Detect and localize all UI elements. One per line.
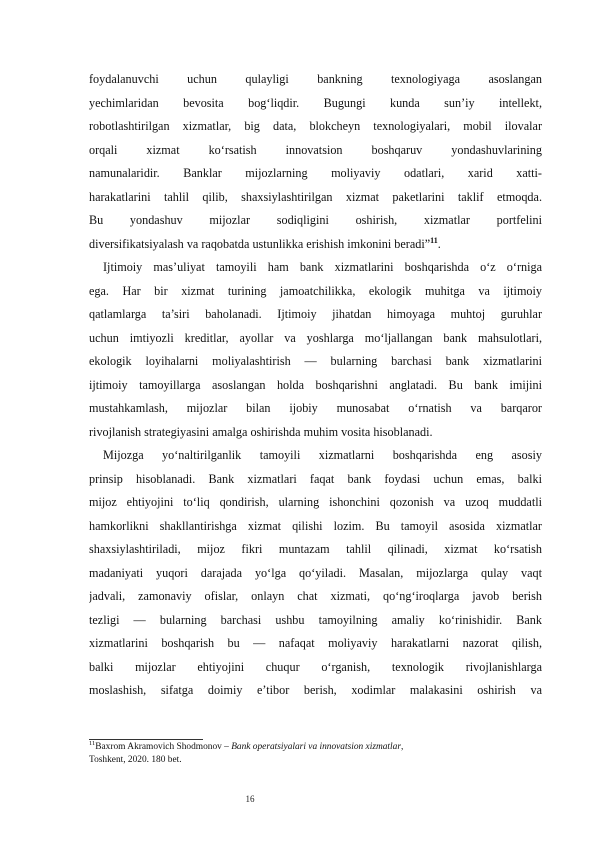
text-line: ega. Har bir xizmat turining jamoatchilikka, ekologik muhitga va ijtimoiy [89, 283, 542, 298]
text-line: tezligi — bularning barchasi ushbu tamoyilning amaliy ko‘rinishidir. Bank [89, 612, 542, 627]
text-line: uchun imtiyozli kreditlar, ayollar va yoshlarga mo‘ljallangan bank mahsulotlari, [89, 330, 542, 345]
text-line: hamkorlikni shakllantirishga xizmat qilishi lozim. Bu tamoyil asosida xizmatlar [89, 518, 542, 533]
text-line: namunalaridir. Banklar mijozlarning moliyaviy odatlari, xarid xatti- [89, 166, 542, 180]
text-line: Bu yondashuv mijozlar sodiqligini oshirish, xizmatlar portfelini [89, 213, 542, 227]
text-line: diversifikatsiyalash va raqobatda ustunlikka erishish imkonini beradi” [89, 236, 431, 251]
page-number: 16 [245, 794, 255, 804]
footnote-title: Bank operatsiyalari va innovatsion xizmatlar [231, 742, 401, 752]
text-line: mustahkamlash, mijozlar bilan ijobiy munosabat o‘rnatish va barqaror [89, 401, 542, 415]
paragraph-end-line: rivojlanish strategiyasini amalga oshirishda muhim vosita hisoblanadi. [89, 424, 433, 439]
footnote-punctuation: , [400, 742, 404, 752]
text-line: yechimlaridan bevosita bog‘liqdir. Bugungi kunda sun’iy intellekt, [89, 95, 542, 110]
punctuation: . [437, 236, 441, 251]
text-line: orqali xizmat ko‘rsatish innovatsion boshqaruv yondashuvlarining [89, 142, 542, 157]
footnote-line-1 [89, 741, 542, 754]
text-line: mijoz ehtiyojini to‘liq qondirish, ularning ishonchini qozonish va uzoq muddatli [89, 495, 542, 509]
text-line: shaxsiylashtiriladi, mijoz fikri muntazam tahlil qilinadi, xizmat ko‘rsatish [89, 542, 542, 556]
footnote-divider [89, 739, 203, 740]
text-line: ekologik loyihalarni moliyalashtirish — bularning barchasi bank xizmatlarini [89, 354, 542, 368]
footnote [89, 741, 542, 767]
footnote-author: Baxrom Akramovich Shodmonov – [95, 742, 232, 752]
paragraph-end-line [89, 233, 542, 257]
text-line: balki mijozlar ehtiyojini chuqur o‘rganish, texnologik rivojlanishlarga [89, 659, 542, 674]
footnote-reference[interactable]: 11 [430, 235, 438, 245]
text-line: prinsip hisoblanadi. Bank xizmatlari faqat bank foydasi uchun emas, balki [89, 471, 542, 486]
text-line: madaniyati yuqori darajada yo‘lga qo‘yiladi. Masalan, mijozlarga qulay vaqt [89, 565, 542, 580]
text-line: harakatlarini tahlil qilib, shaxsiylashtirilgan xizmat paketlarini taklif etmoqda. [89, 189, 542, 204]
footnote-number: 11 [89, 739, 96, 747]
paragraph-start-line: Mijozga yo‘naltirilganlik tamoyili xizmatlarni boshqarishda eng asosiy [103, 448, 542, 462]
text-line: qatlamlarga ta’siri baholanadi. Ijtimoiy jihatdan himoyaga muhtoj guruhlar [89, 307, 542, 321]
text-line: jadvali, zamonaviy ofislar, onlayn chat xizmati, qo‘ng‘iroqlarga javob berish [89, 589, 542, 603]
text-line: foydalanuvchi uchun qulayligi bankning texnologiyaga asoslangan [89, 72, 542, 86]
body-text [89, 68, 542, 703]
paragraph-start-line: Ijtimoiy mas’uliyat tamoyili ham bank xizmatlarini boshqarishda o‘z o‘rniga [103, 260, 542, 274]
text-line: robotlashtirilgan xizmatlar, big data, blokcheyn texnologiyalari, mobil ilovalar [89, 119, 542, 133]
text-line: xizmatlarini boshqarish bu — nafaqat moliyaviy harakatlarni nazorat qilish, [89, 636, 542, 650]
text-line: moslashish, sifatga doimiy e’tibor berish, xodimlar malakasini oshirish va [89, 683, 542, 697]
footnote-line-2: Toshkent, 2020. 180 bet. [89, 755, 182, 765]
text-line: ijtimoiy tamoyillarga asoslangan holda boshqarishni anglatadi. Bu bank imijini [89, 377, 542, 392]
